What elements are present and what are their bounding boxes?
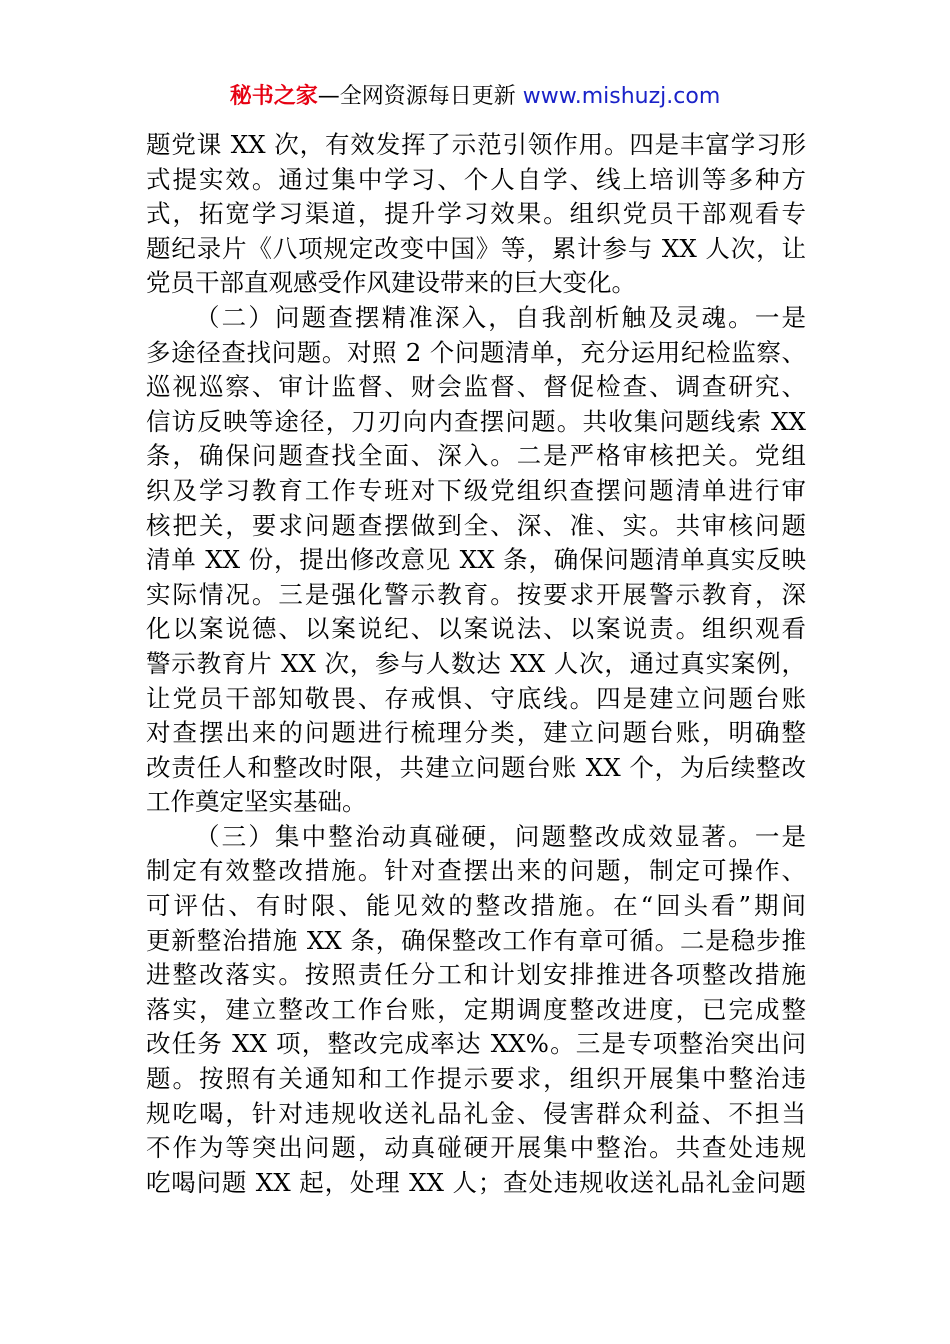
text-line: 改责任人和整改时限，共建立问题台账 XX 个，为后续整改: [146, 752, 806, 782]
text-line: 题党课 XX 次，有效发挥了示范引领作用。四是丰富学习形: [146, 130, 806, 159]
text-line: 巡视巡察、审计监督、财会监督、督促检查、调查研究、: [146, 372, 806, 402]
text-line: 织及学习教育工作专班对下级党组织查摆问题清单进行审: [146, 475, 806, 505]
section-heading-line: （二）问题查摆精准深入，自我剖析触及灵魂。一是: [195, 302, 806, 332]
text-line: 式提实效。通过集中学习、个人自学、线上培训等多种方: [146, 164, 806, 194]
site-url-link[interactable]: www.mishuzj.com: [522, 84, 721, 109]
text-line: 制定有效整改措施。针对查摆出来的问题，制定可操作、: [146, 856, 806, 886]
text-line: 对查摆出来的问题进行梳理分类，建立问题台账，明确整: [146, 718, 806, 748]
text-line: 题。按照有关通知和工作提示要求，组织开展集中整治违: [146, 1064, 806, 1094]
text-line: 进整改落实。按照责任分工和计划安排推进各项整改措施: [146, 960, 806, 990]
text-line: 吃喝问题 XX 起，处理 XX 人；查处违规收送礼品礼金问题: [146, 1167, 806, 1197]
text-line: 落实，建立整改工作台账，定期调度整改进度，已完成整: [146, 994, 806, 1024]
paragraph-3: [146, 820, 806, 1201]
text-line: 题纪录片《八项规定改变中国》等，累计参与 XX 人次，让: [146, 233, 806, 263]
text-line: 工作奠定坚实基础。: [146, 787, 367, 817]
text-line: 不作为等突出问题，动真碰硬开展集中整治。共查处违规: [146, 1133, 806, 1163]
text-line: 信访反映等途径，刀刃向内查摆问题。共收集问题线索 XX: [146, 406, 806, 436]
site-brand: 秘书之家: [229, 84, 318, 109]
text-line: 实际情况。三是强化警示教育。按要求开展警示教育，深: [146, 579, 806, 609]
text-line: 核把关，要求问题查摆做到全、深、准、实。共审核问题: [146, 510, 806, 540]
document-body: [146, 128, 806, 1200]
text-line: 让党员干部知敬畏、存戒惧、守底线。四是建立问题台账: [146, 683, 806, 713]
text-line: 条，确保问题查找全面、深入。二是严格审核把关。党组: [146, 441, 806, 471]
text-line: 式，拓宽学习渠道，提升学习效果。组织党员干部观看专: [146, 199, 806, 229]
site-header: [0, 80, 950, 114]
site-tagline: —全网资源每日更新: [317, 84, 516, 109]
text-line: 党员干部直观感受作风建设带来的巨大变化。: [146, 268, 636, 298]
paragraph-2: [146, 301, 806, 820]
text-line: 化以案说德、以案说纪、以案说法、以案说责。组织观看: [146, 614, 806, 644]
text-line: 更新整治措施 XX 条，确保整改工作有章可循。二是稳步推: [146, 925, 806, 955]
text-line: 清单 XX 份，提出修改意见 XX 条，确保问题清单真实反映: [146, 545, 806, 575]
section-heading-line: （三）集中整治动真碰硬，问题整改成效显著。一是: [195, 821, 806, 851]
text-line: 警示教育片 XX 次，参与人数达 XX 人次，通过真实案例，: [146, 648, 806, 678]
paragraph-1: [146, 128, 806, 301]
text-line: 可评估、有时限、能见效的整改措施。在“回头看”期间: [146, 891, 806, 921]
text-line: 改任务 XX 项，整改完成率达 XX%。三是专项整治突出问: [146, 1029, 806, 1059]
text-line: 规吃喝，针对违规收送礼品礼金、侵害群众利益、不担当: [146, 1098, 806, 1128]
text-line: 多途径查找问题。对照 2 个问题清单，充分运用纪检监察、: [146, 337, 806, 367]
